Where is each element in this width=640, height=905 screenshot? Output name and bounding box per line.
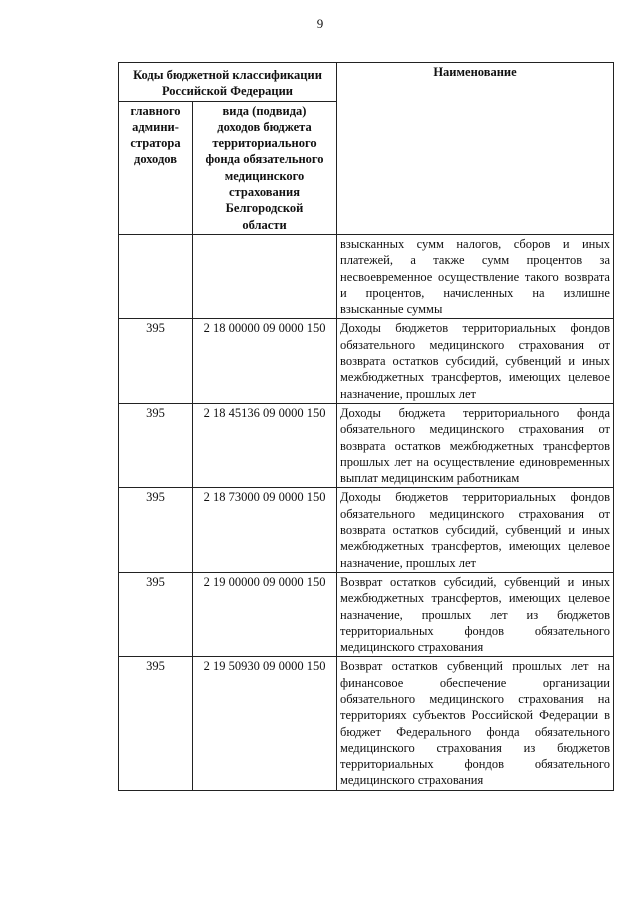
table-row bbox=[119, 572, 614, 656]
table-row bbox=[119, 403, 614, 487]
table-row bbox=[119, 657, 614, 790]
income-name-cell: взысканных сумм налогов, сборов и иных платежей, а также сумм процентов за несвоевременное осуществление такого возврата и процентов, начисленных на излишне взысканные суммы bbox=[337, 234, 614, 318]
income-code-cell: 2 18 00000 09 0000 150 bbox=[193, 319, 337, 403]
income-name-cell: Возврат остатков субсидий, субвенций и иных межбюджетных трансфертов, имеющих целевое назначение, прошлых лет из бюджетов территориальных фондов обязательного медицинского страхования bbox=[337, 572, 614, 656]
header-code: вида (подвида) доходов бюджета территориального фонда обязательного медицинского страхования Белгородской области bbox=[193, 101, 337, 234]
header-name: Наименование bbox=[337, 63, 614, 235]
income-name-cell: Доходы бюджета территориального фонда обязательного медицинского страхования от возврата остатков межбюджетных трансфертов прошлых лет на осуществление единовременных выплат медицинским работникам bbox=[337, 403, 614, 487]
table-row bbox=[119, 319, 614, 403]
admin-code-cell: 395 bbox=[119, 403, 193, 487]
income-name-cell: Доходы бюджетов территориальных фондов обязательного медицинского страхования от возврата остатков субсидий, субвенций и иных межбюджетных трансфертов, имеющих целевое назначение, прошлых лет bbox=[337, 488, 614, 572]
header-codes-group: Коды бюджетной классификации Российской Федерации bbox=[119, 63, 337, 102]
income-code-cell: 2 18 73000 09 0000 150 bbox=[193, 488, 337, 572]
income-code-cell bbox=[193, 234, 337, 318]
budget-classification-table bbox=[118, 62, 614, 791]
table-row bbox=[119, 488, 614, 572]
admin-code-cell: 395 bbox=[119, 572, 193, 656]
header-row-group bbox=[119, 63, 614, 102]
page-number: 9 bbox=[316, 16, 324, 31]
admin-code-cell: 395 bbox=[119, 488, 193, 572]
admin-code-cell bbox=[119, 234, 193, 318]
income-code-cell: 2 18 45136 09 0000 150 bbox=[193, 403, 337, 487]
income-code-cell: 2 19 50930 09 0000 150 bbox=[193, 657, 337, 790]
header-admin: главного админи-стратора доходов bbox=[119, 101, 193, 234]
table-row bbox=[119, 234, 614, 318]
admin-code-cell: 395 bbox=[119, 657, 193, 790]
admin-code-cell: 395 bbox=[119, 319, 193, 403]
income-name-cell: Доходы бюджетов территориальных фондов обязательного медицинского страхования от возврата остатков субсидий, субвенций и иных межбюджетных трансфертов, имеющих целевое назначение, прошлых лет bbox=[337, 319, 614, 403]
income-code-cell: 2 19 00000 09 0000 150 bbox=[193, 572, 337, 656]
income-name-cell: Возврат остатков субвенций прошлых лет на финансовое обеспечение организации обязательного медицинского страхования на территориях субъектов Российской Федерации в бюджет Федерального фонда обязательного медицинского страхования из бюджетов территориальных фондов обязательного медицинского страхования bbox=[337, 657, 614, 790]
